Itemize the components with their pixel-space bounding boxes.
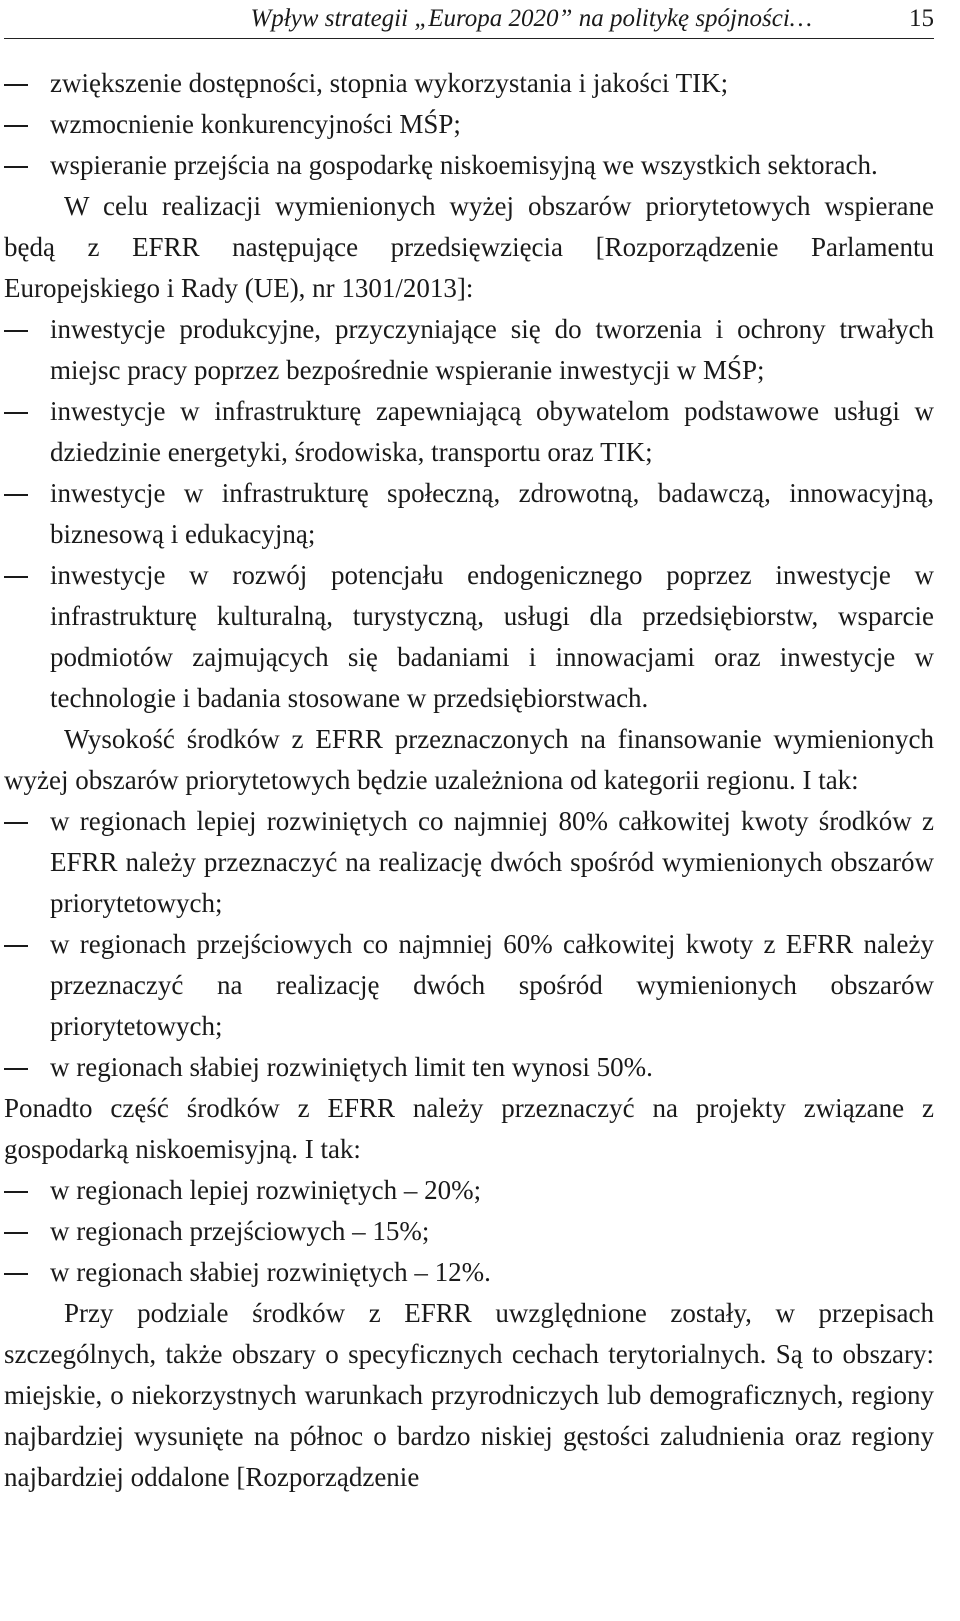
list-eu-objectives [4,63,934,186]
list-item: inwestycje produkcyjne, przyczyniające się do tworzenia i ochrony trwałych miejsc pracy poprzez bezpośrednie wspieranie inwestycji w MŚP; [4,309,934,391]
list-item: wspieranie przejścia na gospodarkę niskoemisyjną we wszystkich sektorach. [4,145,934,186]
list-item: inwestycje w infrastrukturę zapewniającą obywatelom podstawowe usługi w dziedzinie energetyki, środowiska, transportu oraz TIK; [4,391,934,473]
paragraph: W celu realizacji wymienionych wyżej obszarów priorytetowych wspierane będą z EFRR następujące przedsięwzięcia [Rozporządzenie Parlamentu Europejskiego i Rady (UE), nr 1301/2013]: [4,191,934,303]
list-item: inwestycje w infrastrukturę społeczną, zdrowotną, badawczą, innowacyjną, biznesową i edukacyjną; [4,473,934,555]
page-body [4,63,934,1498]
paragraph: Wysokość środków z EFRR przeznaczonych na finansowanie wymienionych wyżej obszarów priorytetowych będzie uzależniona od kategorii regionu. I tak: [4,724,934,795]
list-item: w regionach lepiej rozwiniętych co najmniej 80% całkowitej kwoty środków z EFRR należy przeznaczyć na realizację dwóch spośród wymienionych obszarów priorytetowych; [4,801,934,924]
page-number: 15 [909,5,934,32]
list-item: w regionach przejściowych – 15%; [4,1211,934,1252]
list-item: w regionach słabiej rozwiniętych – 12%. [4,1252,934,1293]
list-item: wzmocnienie konkurencyjności MŚP; [4,104,934,145]
list-supported-investments [4,309,934,719]
paragraph: Przy podziale środków z EFRR uwzględnione zostały, w przepisach szczególnych, także obszary o specyficznych cechach terytorialnych. Są to obszary: miejskie, o niekorzystnych warunkach przyrodniczych lub demograficznych, regiony najbardziej wysunięte na północ o bardzo niskiej gęstości zaludnienia oraz regiony najbardziej oddalone [Rozporządzenie [4,1298,934,1492]
paragraph: Ponadto część środków z EFRR należy przeznaczyć na projekty związane z gospodarką niskoemisyjną. I tak: [4,1093,934,1164]
list-region-limits [4,801,934,1088]
running-title: Wpływ strategii „Europa 2020” na politykę spójności… [250,5,812,32]
running-header [4,0,934,39]
list-item: w regionach słabiej rozwiniętych limit ten wynosi 50%. [4,1047,934,1088]
list-low-emission-shares [4,1170,934,1293]
list-item: w regionach przejściowych co najmniej 60% całkowitej kwoty z EFRR należy przeznaczyć na realizację dwóch spośród wymienionych obszarów priorytetowych; [4,924,934,1047]
list-item: zwiększenie dostępności, stopnia wykorzystania i jakości TIK; [4,63,934,104]
list-item: w regionach lepiej rozwiniętych – 20%; [4,1170,934,1211]
list-item: inwestycje w rozwój potencjału endogenicznego poprzez inwestycje w infrastrukturę kulturalną, turystyczną, usługi dla przedsiębiorstw, wsparcie podmiotów zajmujących się badaniami i innowacjami oraz inwestycje w technologie i badania stosowane w przedsiębiorstwach. [4,555,934,719]
